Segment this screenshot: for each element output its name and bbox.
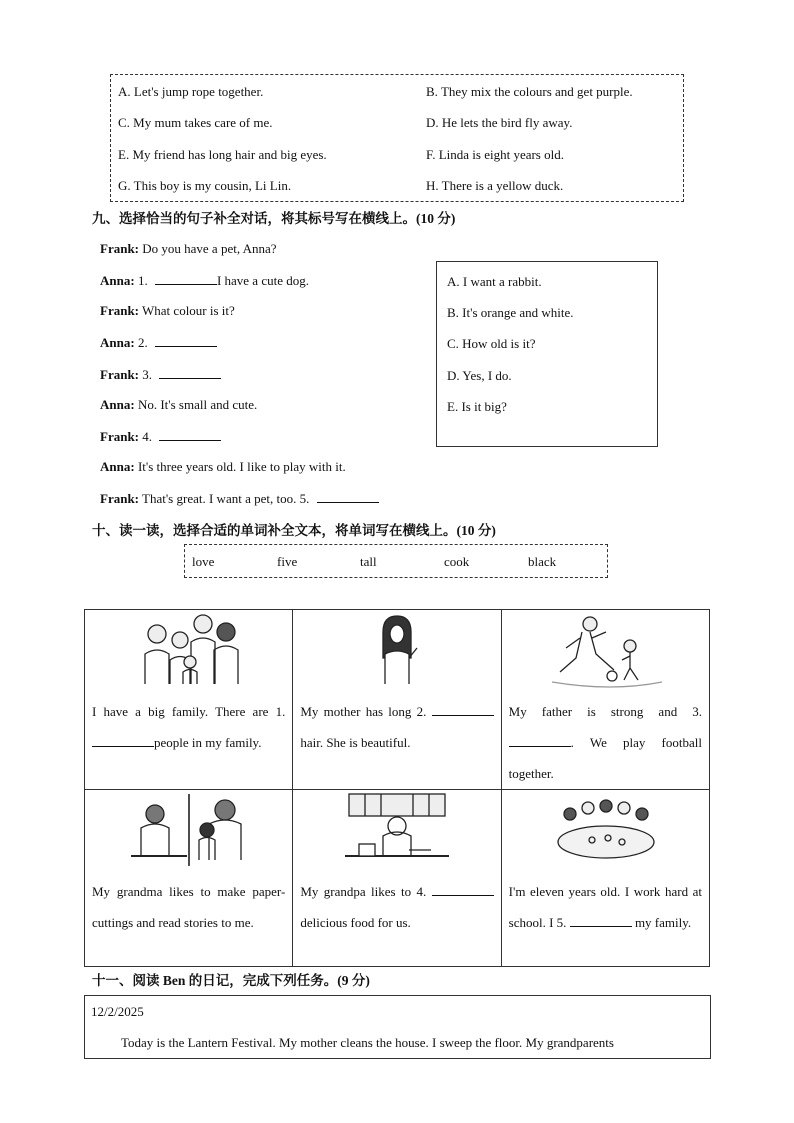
- word-cook: cook: [444, 554, 470, 569]
- dialogue-line-9: Frank: That's great. I want a pet, too. 5.: [100, 490, 379, 507]
- dialogue-line-5: Frank: 3.: [100, 366, 221, 383]
- cell-text-2: My mother has long 2. hair. She is beautiful.: [293, 688, 500, 758]
- cell-me: [501, 790, 709, 967]
- family-dinner-illustration: [502, 790, 709, 868]
- cell-father: [501, 610, 709, 790]
- option-g: G. This boy is my cousin, Li Lin.: [118, 178, 292, 193]
- cell-grandma: [85, 790, 293, 967]
- dialogue-line-2: Anna: 1. I have a cute dog.: [100, 273, 309, 288]
- answer-blank-3[interactable]: [159, 366, 221, 379]
- choice-c: C. How old is it?: [447, 336, 536, 351]
- choice-e: E. Is it big?: [447, 399, 507, 414]
- section10-heading: 十、读一读，选择合适的单词补全文本，将单词写在横线上。(10 分): [92, 523, 496, 538]
- dialogue-line-1: Frank: Do you have a pet, Anna?: [100, 241, 277, 256]
- answer-blank-2[interactable]: [155, 334, 217, 347]
- section11-heading: 十一、阅读 Ben 的日记，完成下列任务。(9 分): [92, 973, 370, 988]
- word-bank: [184, 544, 608, 578]
- word-five: five: [277, 554, 298, 569]
- word-tall: tall: [360, 554, 377, 569]
- option-a: A. Let's jump rope together.: [118, 84, 264, 99]
- answer-blank-5[interactable]: [317, 490, 379, 503]
- word-blank-5[interactable]: [570, 914, 632, 927]
- dialogue-line-8: Anna: It's three years old. I like to play with it.: [100, 459, 346, 474]
- cell-text-6: I'm eleven years old. I work hard at school. I 5. my family.: [508, 884, 702, 930]
- section9-heading: 九、选择恰当的句子补全对话，将其标号写在横线上。(10 分): [92, 211, 456, 226]
- grandpa-cooking-illustration: [293, 790, 500, 868]
- cell-text-4: My grandma likes to make paper- cuttings and read stories to me.: [92, 884, 286, 930]
- diary-text: Today is the Lantern Festival. My mother cleans the house. I sweep the floor. My grandparents: [121, 1035, 614, 1050]
- mother-illustration: [293, 610, 500, 688]
- cell-mother: [293, 610, 501, 790]
- dialogue-line-7: Frank: 4.: [100, 428, 221, 445]
- option-f: F. Linda is eight years old.: [426, 147, 564, 162]
- dialogue-line-4: Anna: 2.: [100, 334, 217, 351]
- word-blank-3[interactable]: [509, 734, 571, 747]
- option-e: E. My friend has long hair and big eyes.: [118, 147, 327, 162]
- word-blank-4[interactable]: [432, 883, 494, 896]
- answer-blank-4[interactable]: [159, 428, 221, 441]
- option-c: C. My mum takes care of me.: [118, 115, 273, 130]
- family-illustration: [85, 610, 292, 688]
- choice-a: A. I want a rabbit.: [447, 274, 542, 289]
- diary-date: 12/2/2025: [91, 1004, 144, 1019]
- cell-grandpa: [293, 790, 501, 967]
- cell-text-5: My grandpa likes to 4. delicious food for us.: [293, 868, 500, 938]
- grandma-illustration: [85, 790, 292, 868]
- cell-text-3: My father is strong and 3. . We play football together.: [508, 704, 702, 781]
- dialogue-line-3: Frank: What colour is it?: [100, 303, 235, 318]
- picture-text-table: [84, 609, 710, 967]
- word-blank-1[interactable]: [92, 734, 154, 747]
- choice-b: B. It's orange and white.: [447, 305, 574, 320]
- cell-family: [85, 610, 293, 790]
- word-blank-2[interactable]: [432, 703, 494, 716]
- word-black: black: [528, 554, 557, 569]
- choice-d: D. Yes, I do.: [447, 368, 512, 383]
- option-d: D. He lets the bird fly away.: [426, 115, 573, 130]
- word-love: love: [192, 554, 215, 569]
- answer-blank-1[interactable]: [155, 272, 217, 285]
- father-football-illustration: [502, 610, 709, 688]
- dialogue-line-6: Anna: No. It's small and cute.: [100, 397, 258, 412]
- option-b: B. They mix the colours and get purple.: [426, 84, 633, 99]
- cell-text-1: I have a big family. There are 1. people in my family.: [92, 704, 286, 750]
- option-h: H. There is a yellow duck.: [426, 178, 564, 193]
